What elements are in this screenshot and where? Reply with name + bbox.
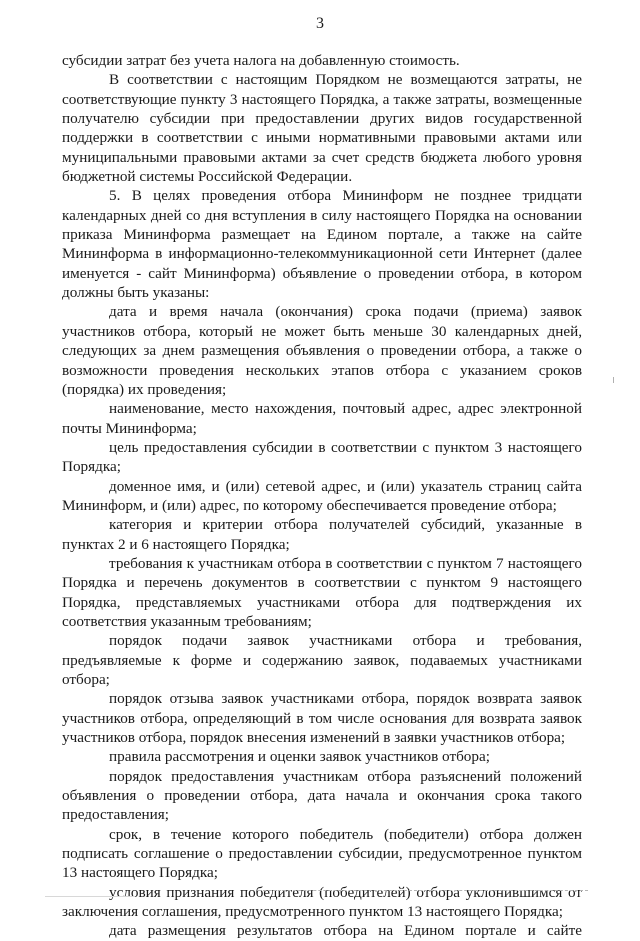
list-item-criteria: категория и критерии отбора получателей субсидий, указанные в пунктах 2 и 6 настоящего Порядка; xyxy=(62,516,582,553)
list-item-submission: порядок подачи заявок участниками отбора и требования, предъявляемые к форме и содержанию заявок, подаваемых участниками отбора; xyxy=(62,632,582,688)
page-number: 3 xyxy=(316,15,324,32)
document-body xyxy=(62,51,582,941)
list-item-results-date: дата размещения результатов отбора на Едином портале и сайте xyxy=(109,922,582,940)
paragraph-continuation: субсидии затрат без учета налога на добавленную стоимость. xyxy=(62,52,460,69)
paragraph-not-reimbursed: В соответствии с настоящим Порядком не возмещаются затраты, не соответствующие пункту 3 настоящего Порядка, а также затраты, возмещенные получателю субсидии при предоставлении других видов государственной поддержки в соответствии с иными нормативными правовыми актами или муниципальными правовыми актами за счет средств бюджета любого уровня бюджетной системы Российской Федерации. xyxy=(62,71,582,186)
paragraph-item-5: 5. В целях проведения отбора Мининформ не позднее тридцати календарных дней со дня вступления в силу настоящего Порядка на основании приказа Мининформа размещает на Едином портале, а также на сайте Мининформа в информационно-телекоммуникационной сети Интернет (далее именуется - сайт Мининформа) объявление о проведении отбора, в котором должны быть указаны: xyxy=(62,187,582,302)
margin-mark xyxy=(613,377,614,383)
list-item-contacts: наименование, место нахождения, почтовый адрес, адрес электронной почты Мининформа; xyxy=(62,400,582,437)
list-item-dates: дата и время начала (окончания) срока подачи (приема) заявок участников отбора, который не может быть меньше 30 календарных дней, следующих за днем размещения объявления о проведении отбора, а также о возможности проведения нескольких этапов отбора с указанием сроков (порядка) их проведения; xyxy=(62,303,582,398)
list-item-clarifications: порядок предоставления участникам отбора разъяснений положений объявления о проведении отбора, дата начала и окончания срока такого предоставления; xyxy=(62,767,582,824)
list-item-purpose: цель предоставления субсидии в соответствии с пунктом 3 настоящего Порядка; xyxy=(62,438,582,476)
list-item-agreement-term: срок, в течение которого победитель (победители) отбора должен подписать соглашение о предоставлении субсидии, предусмотренное пунктом 13 настоящего Порядка; xyxy=(62,825,582,882)
list-item-domain: доменное имя, и (или) сетевой адрес, и (или) указатель страниц сайта Мининформ, и (или) адрес, по которому обеспечивается проведение отбора; xyxy=(62,477,582,514)
list-item-withdrawal: порядок отзыва заявок участниками отбора, порядок возврата заявок участников отбора, определяющий в том числе основания для возврата заявок участников отбора, порядок внесения изменений в заявки участников отбора; xyxy=(62,690,582,747)
footer-divider xyxy=(258,890,588,891)
list-item-requirements: требования к участникам отбора в соответствии с пунктом 7 настоящего Порядка и перечень документов в соответствии с пунктом 9 настоящего Порядка, представляемых участниками отбора для подтверждения их соответствия указанным требованиям; xyxy=(62,554,582,630)
list-item-evasion: условия признания победителя (победителей) отбора уклонившимся от заключения соглашения, предусмотренного пунктом 13 настоящего Порядка; xyxy=(62,883,582,921)
list-item-evaluation: правила рассмотрения и оценки заявок участников отбора; xyxy=(109,748,490,766)
footer-divider-short xyxy=(45,896,135,897)
